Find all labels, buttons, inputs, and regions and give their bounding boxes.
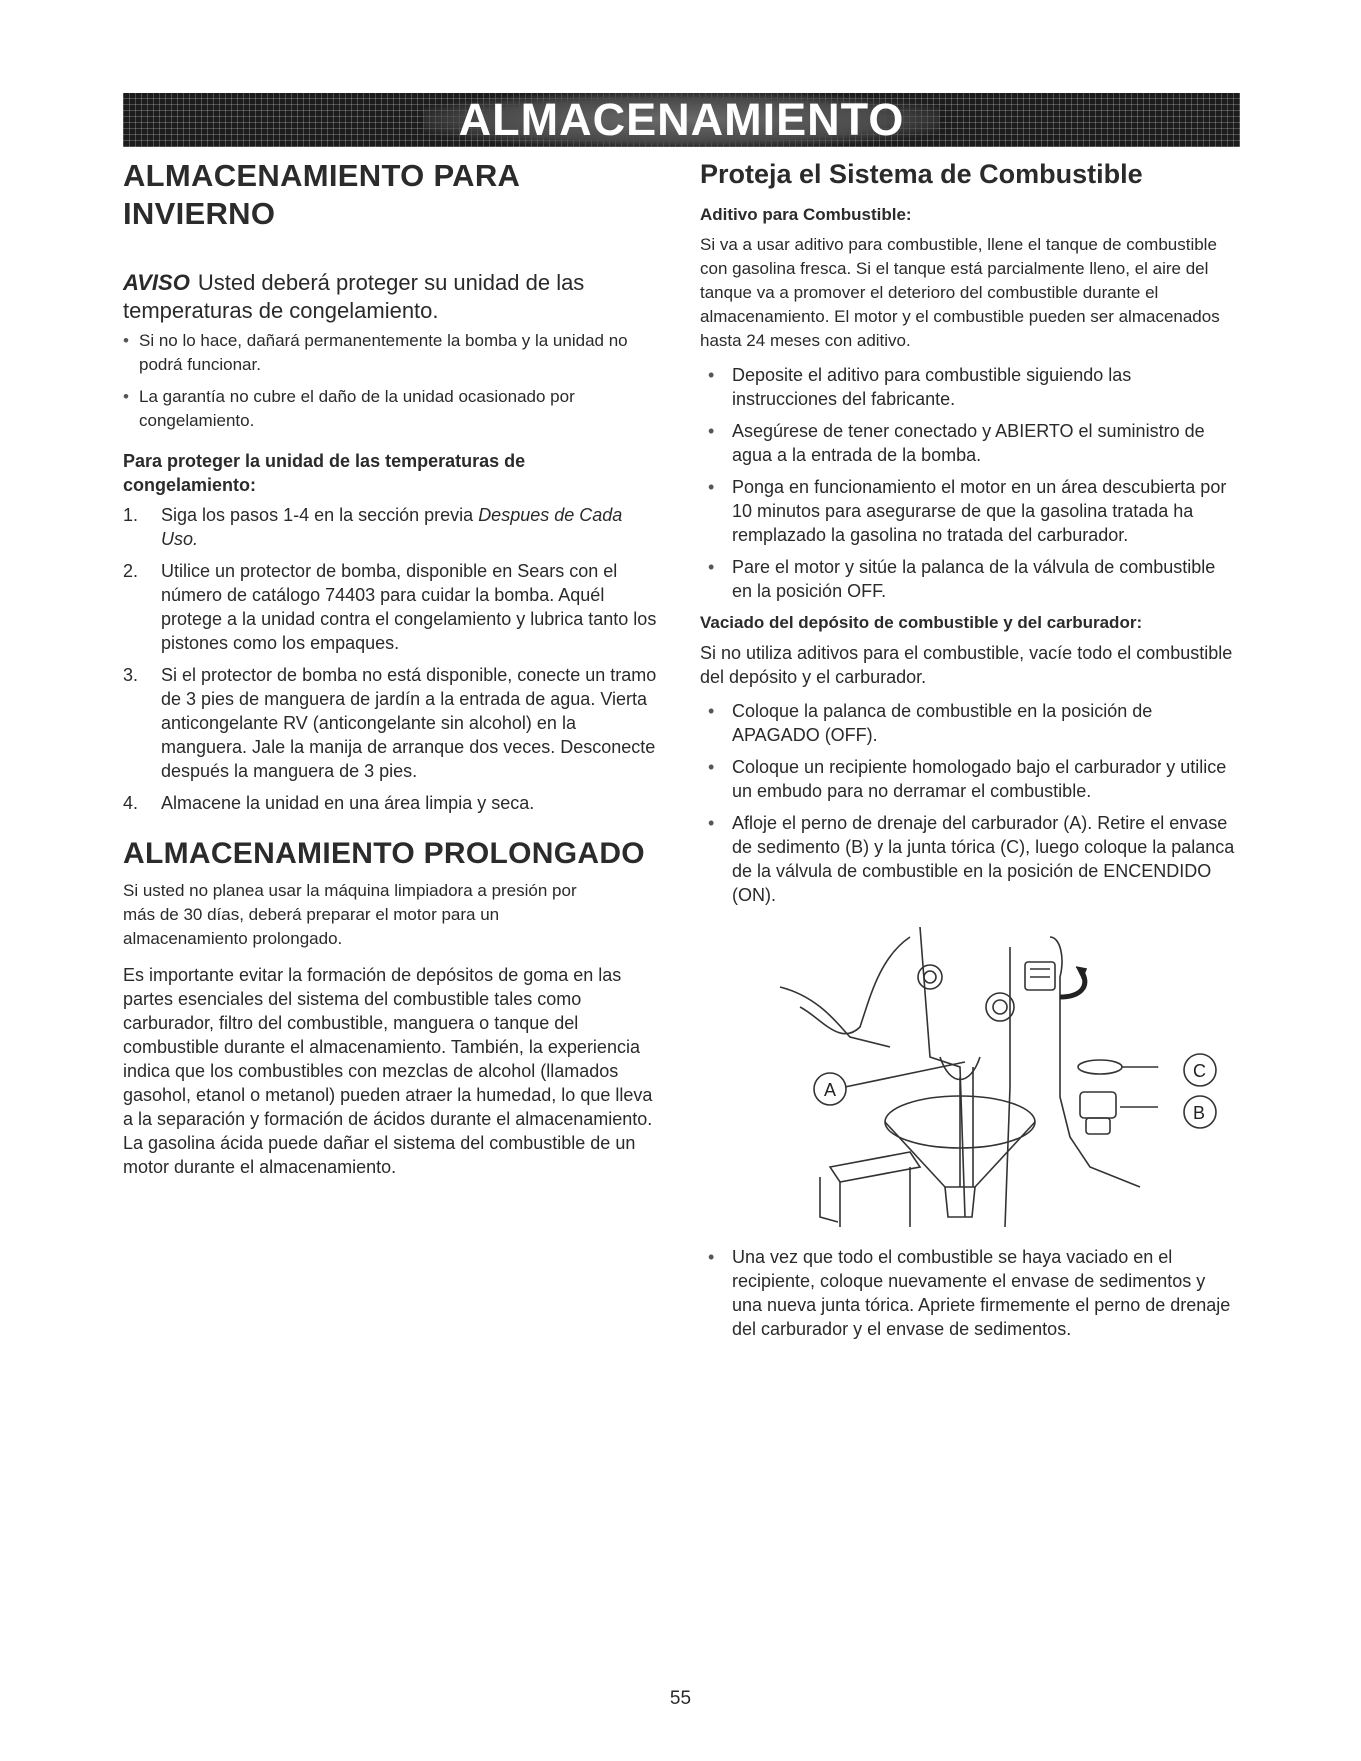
long-term-para-1: Si usted no planea usar la máquina limpiadora a presión por más de 30 días, deberá preparar el motor para un almacenamiento prolongado. bbox=[123, 881, 577, 948]
fuel-lever bbox=[1025, 962, 1055, 990]
list-item: • Pare el motor y sitúe la palanca de la válvula de combustible en la posición OFF. bbox=[700, 555, 1240, 603]
label-a: A bbox=[824, 1080, 837, 1100]
engine-outline bbox=[920, 927, 965, 1217]
section-banner bbox=[123, 93, 1240, 147]
list-item: 2. Utilice un protector de bomba, disponible en Sears con el número de catálogo 74403 para cuidar la bomba. Aquél protege a la unidad contra el congelamiento y lubrica tanto los pistones como los empaques. bbox=[123, 561, 657, 653]
additive-intro: Si va a usar aditivo para combustible, llene el tanque de combustible con gasolina fresca. Si el tanque está parcialmente lleno, el aire del tanque va a promover el deterioro del combustible durante el almacenamiento. El motor y el combustible pueden ser almacenados hasta 24 meses con aditivo. bbox=[700, 235, 1220, 350]
label-c: C bbox=[1193, 1061, 1206, 1081]
notice-text: Usted deberá proteger su unidad de las temperaturas de congelamiento. bbox=[123, 270, 585, 323]
container bbox=[830, 1152, 920, 1182]
after-figure-bullets bbox=[700, 1245, 1240, 1341]
label-b: B bbox=[1193, 1103, 1206, 1123]
list-item: • Coloque un recipiente homologado bajo el carburador y utilice un embudo para no derramar el combustible. bbox=[700, 755, 1240, 803]
drain-intro: Si no utiliza aditivos para el combustible, vacíe todo el combustible del depósito y el carburador. bbox=[700, 643, 1233, 687]
list-item: 4. Almacene la unidad en una área limpia y seca. bbox=[123, 793, 535, 813]
banner-title: ALMACENAMIENTO bbox=[423, 93, 941, 147]
additive-subheading: Aditivo para Combustible: bbox=[700, 205, 912, 224]
list-item: • Afloje el perno de drenaje del carburador (A). Retire el envase de sedimento (B) y la junta tórica (C), luego coloque la palanca de la válvula de combustible en la posición de ENCENDIDO (ON). bbox=[700, 811, 1240, 907]
list-item: • Asegúrese de tener conectado y ABIERTO el suministro de agua a la entrada de la bomba. bbox=[700, 419, 1240, 467]
list-item: • Deposite el aditivo para combustible siguiendo las instrucciones del fabricante. bbox=[700, 363, 1240, 411]
protect-steps bbox=[123, 503, 658, 815]
drain-subheading: Vaciado del depósito de combustible y del carburador: bbox=[700, 613, 1143, 632]
list-item: • Si no lo hace, dañará permanentemente la bomba y la unidad no podrá funcionar. bbox=[123, 329, 658, 377]
list-item: • La garantía no cubre el daño de la unidad ocasionado por congelamiento. bbox=[123, 385, 658, 433]
notice-bullets bbox=[123, 329, 658, 433]
drain-bullets bbox=[700, 699, 1240, 907]
notice bbox=[123, 269, 658, 325]
notice-label: AVISO bbox=[123, 270, 190, 295]
list-item: 3. Si el protector de bomba no está disponible, conecte un tramo de 3 pies de manguera de jardín a la entrada de agua. Vierta anticongelante RV (anticongelante sin alcohol) en la manguera. Jale la manija de arranque dos veces. Desconecte después la manguera de 3 pies. bbox=[123, 665, 657, 781]
left-column bbox=[123, 157, 658, 1179]
long-term-storage-heading: ALMACENAMIENTO PROLONGADO bbox=[123, 837, 645, 870]
o-ring bbox=[1078, 1060, 1122, 1074]
list-item: • Ponga en funcionamiento el motor en un área descubierta por 10 minutos para asegurarse de que la gasolina tratada ha remplazado la gasolina no tratada del carburador. bbox=[700, 475, 1240, 547]
protect-subheading: Para proteger la unidad de las temperaturas de congelamiento: bbox=[123, 451, 526, 495]
list-item: • Una vez que todo el combustible se haya vaciado en el recipiente, coloque nuevamente el envase de sedimentos y una nueva junta tórica. Apriete firmemente el perno de drenaje del carburador y el envase de sedimentos. bbox=[700, 1245, 1240, 1341]
fuel-system-heading: Proteja el Sistema de Combustible bbox=[700, 159, 1143, 189]
right-column bbox=[700, 157, 1240, 1349]
figure-labels-bc bbox=[1170, 1050, 1240, 1150]
list-item: 1. Siga los pasos 1-4 en la sección previa Despues de Cada Uso. bbox=[123, 505, 623, 549]
long-term-para-2: Es importante evitar la formación de depósitos de goma en las partes esenciales del sistema del combustible tales como carburador, filtro del combustible, manguera o tanque del combustible durante el almacenamiento. También, la experiencia indica que los combustibles con mezclas de alcohol (llamados gasohol, etanol o metanol) pueden atraer la humedad, lo que lleva a la separación y formación de ácidos durante el almacenamiento. La gasolina ácida puede dañar el sistema del combustible de un motor durante el almacenamiento. bbox=[123, 965, 653, 1177]
additive-bullets bbox=[700, 363, 1240, 603]
list-item: • Coloque la palanca de combustible en la posición de APAGADO (OFF). bbox=[700, 699, 1240, 747]
winter-storage-heading: ALMACENAMIENTO PARA INVIERNO bbox=[123, 158, 520, 231]
carburetor-drain-figure bbox=[760, 917, 1160, 1237]
page-number: 55 bbox=[669, 1688, 692, 1709]
sediment-bowl bbox=[1080, 1092, 1116, 1118]
